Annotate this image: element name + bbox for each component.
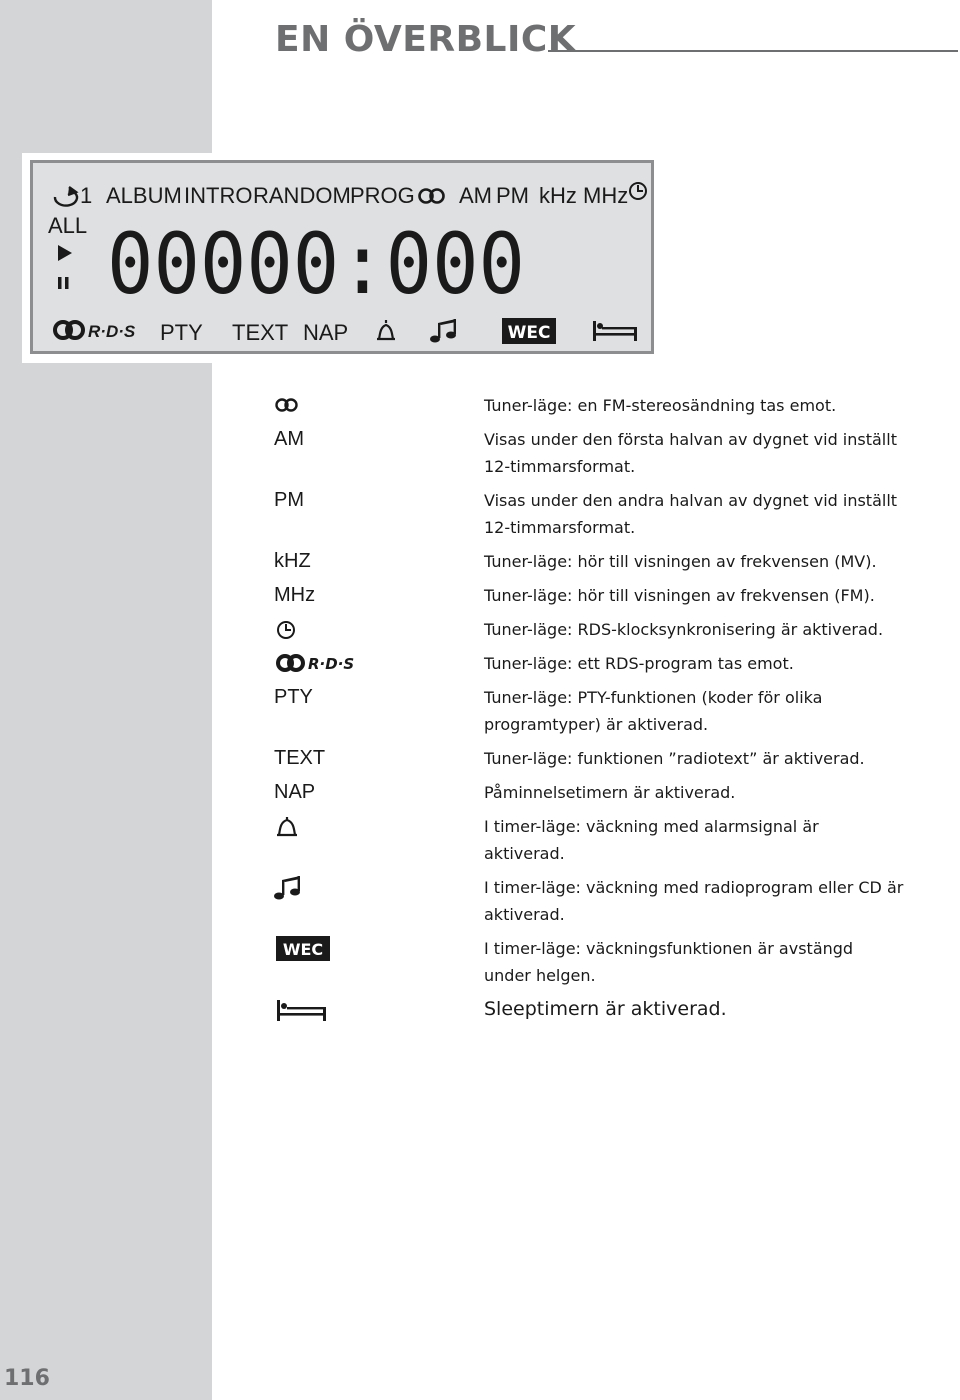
rds-logo-icon — [274, 650, 364, 677]
legend-row-pty — [274, 684, 914, 738]
music-note-icon — [274, 874, 304, 901]
legend-symbol: NAP — [274, 781, 316, 803]
legend-symbol — [274, 874, 464, 901]
music-note-icon — [430, 319, 456, 343]
clock-icon — [274, 616, 300, 643]
clock-icon — [630, 183, 646, 199]
legend-row-text — [274, 745, 914, 772]
legend-description: Visas under den andra halvan av dygnet vid inställt 12-timmarsformat. — [484, 491, 898, 537]
legend-description: Sleeptimern är aktiverad. — [484, 998, 727, 1020]
legend-row-rds — [274, 650, 914, 677]
legend-description: Visas under den första halvan av dygnet vid inställt 12-timmarsformat. — [484, 430, 897, 476]
lcd-intro: INTRO — [184, 183, 253, 208]
wec-badge — [274, 935, 332, 962]
legend-description: Tuner-läge: funktionen ”radiotext” är aktiverad. — [484, 749, 865, 768]
lcd-all: ALL — [48, 213, 88, 238]
lcd-mhz: MHz — [583, 183, 629, 208]
legend-row-clock — [274, 616, 914, 643]
legend-row-music — [274, 874, 914, 928]
lcd-am: AM — [459, 183, 492, 208]
symbol-legend — [274, 392, 914, 1023]
legend-row-am — [274, 426, 914, 480]
page-number: 116 — [4, 1366, 50, 1391]
legend-symbol: PTY — [274, 686, 313, 708]
legend-description: I timer-läge: väckning med alarmsignal är aktiverad. — [484, 817, 819, 863]
legend-row-wec — [274, 935, 914, 989]
legend-symbol: AM — [274, 428, 304, 450]
legend-description: I timer-läge: väckning med radioprogram eller CD är aktiverad. — [484, 878, 904, 924]
legend-description: Påminnelsetimern är aktiverad. — [484, 783, 736, 802]
legend-description: Tuner-läge: ett RDS-program tas emot. — [484, 654, 794, 673]
legend-row-bell — [274, 813, 914, 867]
lcd-text: TEXT — [232, 320, 289, 345]
bell-icon — [377, 320, 395, 339]
legend-row-stereo — [274, 392, 914, 419]
legend-row-sleep — [274, 996, 914, 1023]
legend-symbol: kHZ — [274, 550, 311, 572]
lcd-album: ALBUM — [106, 183, 182, 208]
lcd-nap: NAP — [303, 320, 349, 345]
legend-row-mhz — [274, 582, 914, 609]
legend-description: Tuner-läge: RDS-klocksynkronisering är aktiverad. — [484, 620, 884, 639]
lcd-digits: 00000:000 — [107, 215, 525, 313]
repeat-icon — [55, 187, 77, 206]
rds-logo-text: R·D·S — [308, 655, 355, 673]
legend-description: Tuner-läge: hör till visningen av frekvensen (MV). — [484, 552, 877, 571]
legend-description: Tuner-läge: hör till visningen av frekvensen (FM). — [484, 586, 875, 605]
repeat-count: 1 — [80, 183, 93, 208]
lcd-khz: kHz — [539, 183, 577, 208]
rds-logo-icon — [55, 322, 83, 338]
legend-symbol: MHz — [274, 584, 316, 606]
pause-icon — [58, 277, 69, 289]
sleep-bed-icon — [274, 996, 330, 1023]
legend-symbol — [274, 935, 464, 962]
legend-symbol — [274, 813, 464, 840]
legend-description: Tuner-läge: PTY-funktionen (koder för olika programtyper) är aktiverad. — [484, 688, 823, 734]
sleep-bed-icon — [593, 321, 637, 341]
bell-icon — [274, 813, 300, 840]
play-icon — [58, 245, 72, 261]
lcd-wec: WEC — [507, 323, 551, 343]
legend-symbol — [274, 616, 464, 643]
lcd-random: RANDOM — [253, 183, 351, 208]
legend-description: I timer-läge: väckningsfunktionen är avstängd under helgen. — [484, 939, 854, 985]
legend-row-nap — [274, 779, 914, 806]
lcd-pty: PTY — [160, 320, 203, 345]
page-title: EN ÖVERBLICK — [275, 19, 577, 60]
legend-symbol — [274, 996, 464, 1023]
lcd-panel — [33, 163, 651, 351]
stereo-icon — [274, 392, 300, 419]
legend-symbol — [274, 650, 464, 677]
legend-symbol — [274, 392, 464, 419]
title-rule — [548, 50, 958, 52]
lcd-rds: R·D·S — [88, 322, 136, 341]
wec-label: WEC — [282, 940, 324, 959]
legend-symbol: TEXT — [274, 747, 326, 769]
legend-description: Tuner-läge: en FM-stereosändning tas emot. — [484, 396, 837, 415]
lcd-pm: PM — [496, 183, 529, 208]
lcd-display — [30, 160, 654, 354]
lcd-prog: PROG — [350, 183, 415, 208]
legend-row-pm — [274, 487, 914, 541]
legend-symbol: PM — [274, 489, 304, 511]
stereo-icon — [420, 190, 444, 203]
legend-row-khz — [274, 548, 914, 575]
